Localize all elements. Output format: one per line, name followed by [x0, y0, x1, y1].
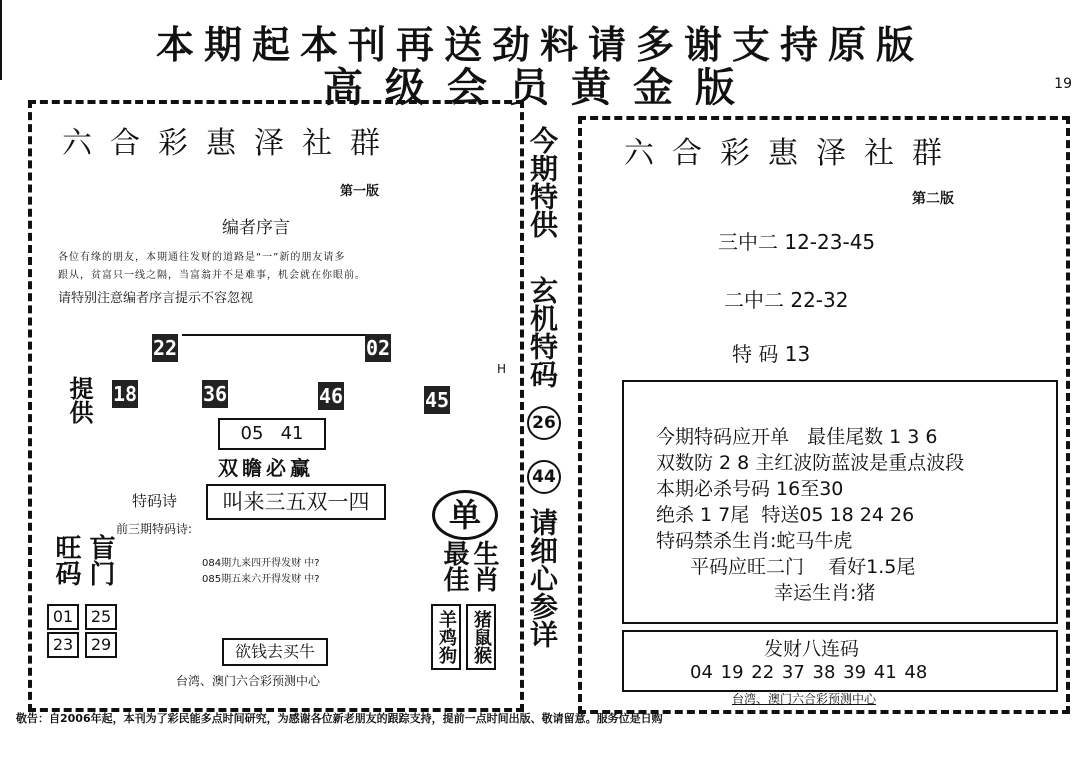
dan-oval: [432, 490, 498, 540]
right-box-line4: 绝杀 1 7尾 特送05 18 24 26: [656, 504, 915, 526]
provide-number-36: 36: [202, 382, 228, 406]
header-line1: 本期起本刊再送劲料请多谢支持原版: [155, 23, 924, 67]
provide-label: 提供: [65, 376, 93, 424]
provide-number-46: 46: [318, 384, 344, 408]
shuangzhan-text: 双瞻必赢: [218, 456, 314, 480]
preface-notice: 请特别注意编者序言提示不容忽视: [58, 291, 254, 306]
separator-line: [182, 334, 378, 336]
right-edition: 第二版: [912, 191, 954, 207]
preface-title: 编者序言: [222, 218, 290, 238]
right-box-line6: 平码应旺二门 看好1.5尾: [690, 556, 916, 578]
circle-number-26: 26: [527, 406, 561, 440]
best-label: 最佳: [439, 540, 469, 592]
pair-box: 05 41: [218, 418, 326, 450]
right-line3: 特 码 13: [732, 342, 811, 366]
provide-number-45: 45: [424, 388, 450, 412]
right-box-line1: 今期特码应开单 最佳尾数 1 3 6: [656, 426, 938, 448]
wang-number-23: 23: [47, 632, 79, 658]
circle-number-44: 44: [527, 460, 561, 494]
buy-box: 欲钱去买牛: [222, 638, 328, 666]
left-title: 六合彩惠泽社群: [62, 126, 398, 161]
middle-text-bottom: 请细心参详: [526, 508, 559, 648]
wang-label: 旺码: [51, 534, 81, 586]
preface-line2: 跟从，贫富只一线之隔，当富翁并不是难事，机会就在你眼前。: [58, 270, 366, 281]
provide-number-18: 18: [112, 382, 138, 406]
right-title: 六合彩惠泽社群: [624, 136, 960, 171]
middle-marker: H: [497, 362, 507, 376]
prev-line-1: 084期九来四开得发财 中?: [202, 558, 320, 569]
best-animals-box: 羊鸡狗: [431, 604, 461, 670]
right-box-line2: 双数防 2 8 主红波防蓝波是重点波段: [656, 452, 965, 474]
mang-number-29: 29: [85, 632, 117, 658]
sheng-label: 生肖: [469, 540, 499, 592]
right-line2: 二中二 22-32: [724, 288, 849, 312]
right-box-line5: 特码禁杀生肖:蛇马牛虎: [656, 530, 853, 552]
top-number-22: 22: [152, 336, 178, 360]
page-number: 19: [1054, 76, 1072, 92]
right-line1: 三中二 12-23-45: [718, 230, 876, 254]
left-edge-line: [0, 0, 2, 80]
sheng-animals-box: 猪鼠猴: [466, 604, 496, 670]
middle-text-mid: 玄机特码: [526, 276, 559, 388]
poem-box: 叫来三五双一四: [206, 484, 386, 520]
poem-label: 特码诗: [132, 492, 178, 510]
middle-text-top: 今期特供: [526, 126, 559, 238]
right-footer: 台湾、澳门六合彩预测中心: [732, 692, 877, 706]
prev-line-2: 085期五来六开得发财 中?: [202, 574, 320, 585]
dan-text: 单: [448, 496, 481, 534]
prev3-label: 前三期特码诗:: [116, 522, 193, 536]
header-line2: 高级会员黄金版: [323, 65, 757, 111]
mang-label: 盲门: [85, 534, 115, 586]
left-footer: 台湾、澳门六合彩预测中心: [176, 674, 321, 688]
right-box-line7: 幸运生肖:猪: [774, 582, 876, 604]
lian-title: 发财八连码: [764, 638, 860, 660]
preface-line1: 各位有缘的朋友，本期通往发财的道路是“一”新的朋友请多: [58, 252, 346, 263]
lian-numbers: 04 19 22 37 38 39 41 48: [690, 662, 928, 683]
top-number-02: 02: [365, 336, 391, 360]
left-edition: 第一版: [340, 184, 380, 199]
wang-number-01: 01: [47, 604, 79, 630]
mang-number-25: 25: [85, 604, 117, 630]
bottom-notice: 敬告：自2006年起，本刊为了彩民能多点时间研究，为感谢各位新老朋友的跟踪支持，提前一点时间出版、敬请留意。服务位是日购: [16, 712, 663, 725]
right-box-line3: 本期必杀号码 16至30: [656, 478, 844, 500]
